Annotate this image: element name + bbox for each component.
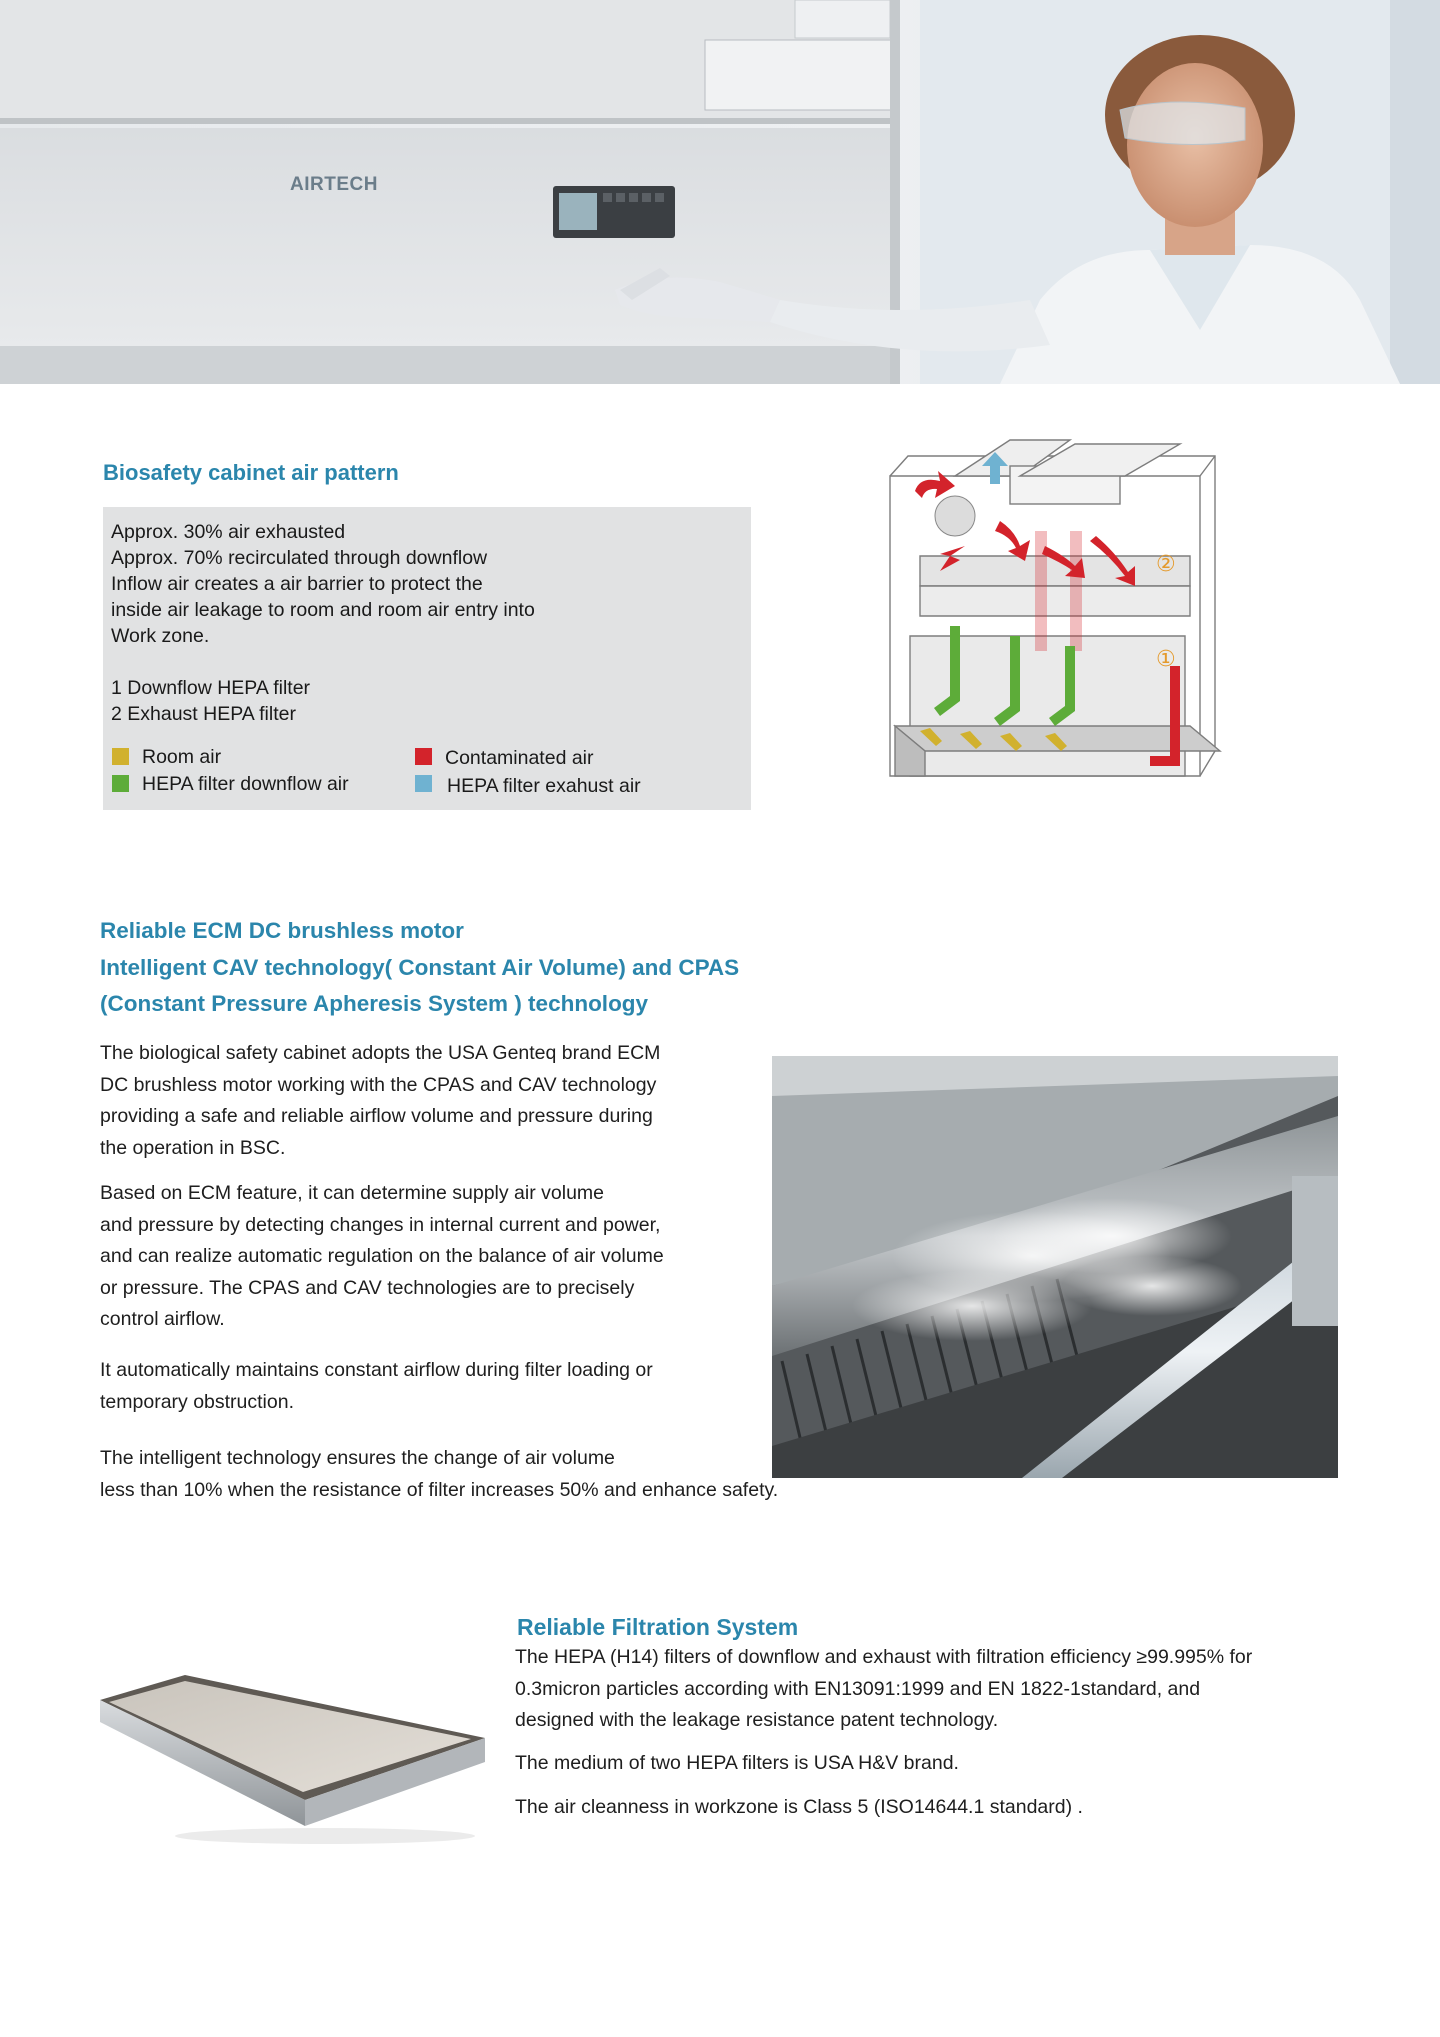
ecm-paragraph-1 [100, 1038, 660, 1164]
ecm-paragraph-4 [100, 1443, 778, 1506]
air-pattern-info-box [103, 507, 751, 810]
text-line: The intelligent technology ensures the change of air volume [100, 1447, 615, 1469]
air-pattern-title: Biosafety cabinet air pattern [103, 460, 399, 485]
hero-photo [0, 0, 1440, 384]
ecm-paragraph-3 [100, 1355, 653, 1418]
hepa-downflow-swatch [112, 775, 129, 792]
filtration-paragraph-2 [515, 1748, 959, 1780]
text-line: Based on ECM feature, it can determine supply air volume [100, 1182, 605, 1204]
filtration-paragraph-3 [515, 1792, 1083, 1824]
ecm-title-line: Intelligent CAV technology( Constant Air Volume) and CPAS [100, 954, 740, 980]
info-line: inside air leakage to room and room air entry into [111, 599, 535, 621]
exhaust-filter-marker: ② [1156, 552, 1176, 577]
ecm-paragraph-2 [100, 1178, 664, 1336]
filter-line: 1 Downflow HEPA filter [111, 677, 311, 699]
info-line: Approx. 70% recirculated through downflow [111, 547, 488, 569]
text-line: designed with the leakage resistance patent technology. [515, 1709, 999, 1731]
text-line: The air cleanness in workzone is Class 5 (ISO14644.1 standard) . [515, 1796, 1083, 1818]
text-line: and pressure by detecting changes in internal current and power, [100, 1213, 661, 1236]
info-line: Work zone. [111, 625, 210, 647]
hepa-filter-image [95, 1650, 495, 1850]
lab-scene-illustration [0, 0, 1440, 384]
text-line: 0.3micron particles according with EN13091:1999 and EN 1822-1standard, and [515, 1677, 1201, 1700]
airtech-logo: AIRTECH [290, 174, 378, 195]
filtration-title: Reliable Filtration System [517, 1614, 799, 1640]
hepa-exhaust-swatch [415, 775, 432, 792]
downflow-filter-marker: ① [1156, 647, 1176, 672]
room-air-swatch [112, 748, 129, 765]
text-line: or pressure. The CPAS and CAV technologies are to precisely [100, 1276, 635, 1299]
airflow-test-photo [772, 1056, 1338, 1478]
text-line: The biological safety cabinet adopts the USA Genteq brand ECM [100, 1042, 661, 1064]
ecm-title-line: Reliable ECM DC brushless motor [100, 918, 464, 943]
legend-hepa-downflow: HEPA filter downflow air [142, 773, 349, 795]
text-line: It automatically maintains constant airflow during filter loading or [100, 1359, 653, 1381]
text-line: The medium of two HEPA filters is USA H&V brand. [515, 1752, 959, 1774]
text-line: DC brushless motor working with the CPAS and CAV technology [100, 1073, 657, 1096]
contaminated-air-swatch [415, 748, 432, 765]
ecm-title-line: (Constant Pressure Apheresis System ) technology [100, 991, 649, 1016]
legend-room-air: Room air [142, 746, 222, 768]
info-line: Approx. 30% air exhausted [111, 521, 346, 543]
text-line: and can realize automatic regulation on the balance of air volume [100, 1245, 664, 1267]
text-line: control airflow. [100, 1308, 225, 1330]
text-line: temporary obstruction. [100, 1390, 295, 1413]
filter-line: 2 Exhaust HEPA filter [111, 703, 296, 725]
text-line: less than 10% when the resistance of filter increases 50% and enhance safety. [100, 1478, 779, 1501]
text-line: providing a safe and reliable airflow volume and pressure during [100, 1105, 653, 1127]
filtration-paragraph-1 [515, 1642, 1252, 1737]
legend-hepa-exhaust: HEPA filter exahust air [447, 775, 641, 797]
info-line: Inflow air creates a air barrier to protect the [111, 573, 483, 595]
text-line: The HEPA (H14) filters of downflow and exhaust with filtration efficiency ≥99.995% for [515, 1646, 1253, 1668]
legend-contaminated-air: Contaminated air [445, 747, 594, 769]
ecm-section-title [100, 913, 739, 1023]
text-line: the operation in BSC. [100, 1136, 286, 1159]
airflow-diagram [860, 436, 1230, 831]
